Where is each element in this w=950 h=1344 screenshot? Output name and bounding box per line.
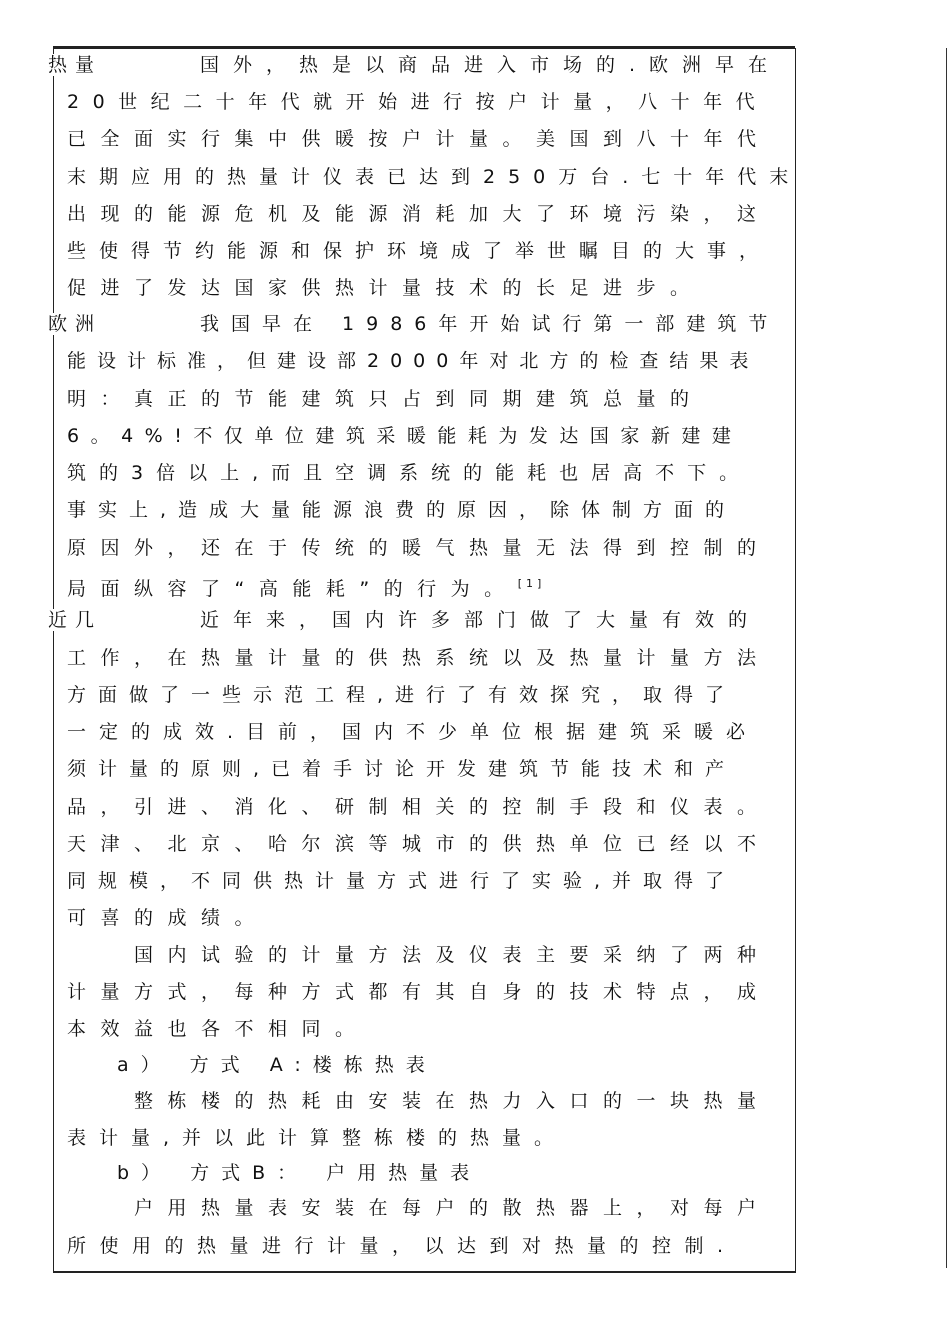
- text-line: 我国早在 1986年开始试行第一部建筑节: [200, 313, 780, 335]
- text-line: 20世纪二十年代就开始进行按户计量，八十年代: [67, 91, 769, 113]
- text-line: 天津、北京、哈尔滨等城市的供热单位已经以不: [67, 833, 771, 855]
- text-line: 方面做了一些示范工程,进行了有效探究，取得了: [67, 684, 737, 706]
- text-line: 6。4%!不仅单位建筑采暖能耗为发达国家新建建: [67, 425, 743, 447]
- text-line: 整栋楼的热耗由安装在热力入口的一块热量: [134, 1090, 771, 1112]
- text-line: 能设计标准，但建设部2000年对北方的检查结果表: [67, 350, 760, 372]
- text-line: 国外，热是以商品进入市场的.欧洲早在: [200, 54, 782, 76]
- text-line: 明：真正的节能建筑只占到同期建筑总量的: [67, 388, 704, 410]
- text-line: 须计量的原则,已着手讨论开发建筑节能技术和产: [67, 758, 737, 780]
- text-line: 一定的成效.目前，国内不少单位根据建筑采暖必: [67, 721, 759, 743]
- list-item-b: b） 方式B： 户用热量表: [117, 1162, 482, 1184]
- side-label-1: 热量: [48, 54, 103, 76]
- text-line: 事实上,造成大量能源浪费的原因，除体制方面的: [67, 499, 737, 521]
- text-line: 出现的能源危机及能源消耗加大了环境污染，这: [67, 203, 771, 225]
- citation-ref: [1]: [517, 577, 546, 590]
- text-line: 国内试验的计量方法及仪表主要采纳了两种: [134, 944, 771, 966]
- text-line: 工作，在热量计量的供热系统以及热量计量方法: [67, 647, 771, 669]
- side-label-2: 欧洲: [48, 313, 103, 335]
- text-line: 所使用的热量进行计量，以达到对热量的控制.: [67, 1235, 737, 1257]
- text-line: [67, 573, 545, 600]
- text-line: 近年来，国内许多部门做了大量有效的: [200, 609, 762, 631]
- text-line: 户用热量表安装在每户的散热器上，对每户: [134, 1197, 771, 1219]
- text-line: 促进了发达国家供热计量技术的长足进步。: [67, 277, 704, 299]
- text-line-content: 局面纵容了“高能耗”的行为。: [67, 578, 518, 600]
- text-line: 原因外，还在于传统的暖气热量无法得到控制的: [67, 537, 771, 559]
- text-line: 些使得节约能源和保护环境成了举世瞩目的大事，: [67, 240, 772, 262]
- text-line: 表计量,并以此计算整栋楼的热量。: [67, 1127, 567, 1149]
- text-line: 本效益也各不相同。: [67, 1018, 369, 1040]
- text-line: 已全面实行集中供暖按户计量。美国到八十年代: [67, 128, 771, 150]
- list-item-a: a） 方式 A:楼栋热表: [117, 1054, 437, 1076]
- text-line: 品，引进、消化、研制相关的控制手段和仪表。: [67, 796, 771, 818]
- text-line: 筑的3倍以上,而且空调系统的能耗也居高不下。: [67, 462, 752, 484]
- right-edge-line: [946, 48, 947, 1268]
- side-label-3: 近几: [48, 609, 103, 631]
- text-line: 同规模，不同供热计量方式进行了实验,并取得了: [67, 870, 737, 892]
- text-line: 末期应用的热量计仪表已达到250万台.七十年代末: [67, 166, 802, 188]
- text-line: 可喜的成绩。: [67, 907, 269, 929]
- text-line: 计量方式，每种方式都有其自身的技术特点，成: [67, 981, 771, 1003]
